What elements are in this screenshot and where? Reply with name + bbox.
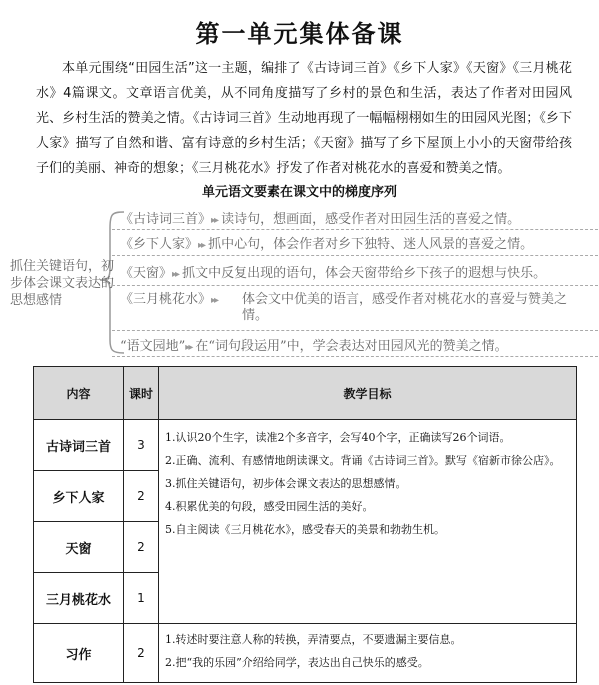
key-element-label: 抓住关键语句，初步体会课文表达的思想感情 (10, 259, 115, 308)
book-title: 《古诗词三首》 (120, 212, 212, 227)
unit-introduction: 本单元围绕“田园生活”这一主题，编排了《古诗词三首》《乡下人家》《天窗》《三月桃花水》4篇课文。文章语言优美，从不同角度描写了乡村的景色和生活，表达了作者对田园风光、乡村生活的赞美之情。《古诗词三首》生动地再现了一幅幅栩栩如生的田园风光图；《乡下人家》描写了自然和谐、富有诗意的乡村生活；《天窗》描写了乡下屋顶上小小的天窗带给孩子们的美丽、神奇的想象；《三月桃花水》抒发了作者对桃花水的喜爱和赞美之情。 (36, 61, 572, 176)
goal-item: 4.积累优美的句段，感受田园生活的美好。 (165, 500, 374, 513)
requirement-text: 读诗句，想画面，感受作者对田园生活的喜爱之情。 (221, 212, 521, 227)
book-title: “语文园地” (120, 339, 186, 354)
goal-item: 1.认识20个生字，读准2个多音字，会写40个字，正确读写26个词语。 (165, 431, 511, 444)
column-header-goals: 教学目标 (159, 367, 577, 420)
arrow-icon: ▸▸ (198, 240, 205, 251)
lesson-name: 天窗 (34, 522, 124, 573)
lesson-hours: 3 (124, 420, 159, 471)
lesson-name: 三月桃花水 (34, 573, 124, 624)
dashed-divider (112, 330, 598, 331)
column-header-content: 内容 (34, 367, 124, 420)
lesson-hours: 2 (124, 522, 159, 573)
lesson-hours: 2 (124, 471, 159, 522)
table-row (34, 420, 577, 471)
goal-item: 1.转述时要注意人称的转换，弄清要点，不要遗漏主要信息。 (165, 633, 462, 646)
goal-item: 2.把“我的乐园”介绍给同学，表达出自己快乐的感受。 (165, 656, 429, 669)
reading-goals-cell (159, 420, 577, 624)
lesson-name: 乡下人家 (34, 471, 124, 522)
requirement-line-4 (120, 292, 580, 324)
requirement-line-1 (120, 212, 520, 229)
requirement-text: 在“词句段运用”中，学会表达对田园风光的赞美之情。 (195, 339, 508, 354)
arrow-icon: ▸▸ (211, 215, 218, 226)
teaching-objectives-table (33, 366, 577, 683)
column-header-hours: 课时 (124, 367, 159, 420)
requirement-text: 抓中心句，体会作者对乡下独特、迷人风景的喜爱之情。 (208, 237, 534, 252)
dashed-divider (112, 285, 598, 286)
requirement-text: 体会文中优美的语言，感受作者对桃花水的喜爱与赞美之情。 (242, 292, 568, 323)
requirement-line-3 (120, 266, 546, 283)
writing-goals-cell (159, 624, 577, 683)
requirement-text: 抓文中反复出现的语句，体会天窗带给乡下孩子的遐想与快乐。 (182, 266, 547, 281)
lesson-hours: 2 (124, 624, 159, 683)
goal-item: 5.自主阅读《三月桃花水》，感受春天的美景和勃勃生机。 (165, 523, 445, 536)
table-header-row (34, 367, 577, 420)
goal-item: 3.抓住关键语句，初步体会课文表达的思想感情。 (165, 477, 407, 490)
dashed-divider (112, 255, 598, 256)
goal-item: 2.正确、流利、有感情地朗读课文。背诵《古诗词三首》。默写《宿新市徐公店》。 (165, 454, 561, 467)
book-title: 《天窗》 (120, 266, 173, 281)
section-subtitle: 单元语文要素在课文中的梯度序列 (201, 185, 397, 200)
arrow-icon: ▸▸ (211, 295, 218, 306)
requirement-line-5 (120, 339, 508, 356)
dashed-divider (112, 356, 598, 357)
lesson-name: 古诗词三首 (34, 420, 124, 471)
arrow-icon: ▸▸ (172, 269, 179, 280)
dashed-divider (112, 229, 598, 230)
book-title: 《三月桃花水》 (120, 292, 212, 307)
lesson-hours: 1 (124, 573, 159, 624)
arrow-icon: ▸▸ (185, 342, 192, 353)
page-title: 第一单元集体备课 (195, 19, 404, 48)
table-row (34, 624, 577, 683)
requirement-line-2 (120, 237, 533, 254)
book-title: 《乡下人家》 (120, 237, 199, 252)
lesson-name: 习作 (34, 624, 124, 683)
